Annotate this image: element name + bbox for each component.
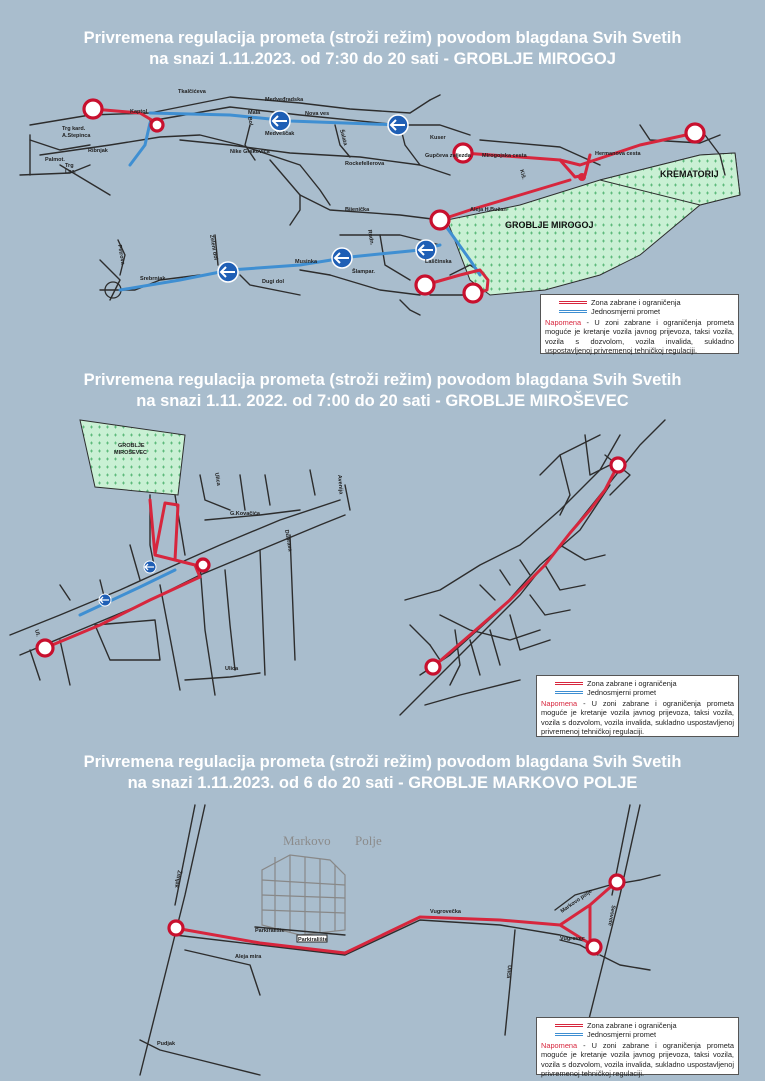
legend-oneway-label: Jednosmjerni promet xyxy=(587,1029,657,1039)
oneway-sign-icon xyxy=(270,111,290,131)
legend-note xyxy=(545,318,734,356)
cemetery-area xyxy=(80,420,185,495)
legend-note-label: Napomena xyxy=(541,699,578,708)
label-palmot: Palmot. xyxy=(45,157,65,163)
label-groblje: GROBLJE xyxy=(118,443,145,449)
closure-point xyxy=(610,875,624,889)
title-line-2: na snazi 1.11. 2022. od 7:00 do 20 sati - GROBLJE MIROŠEVEC xyxy=(136,392,629,410)
zone-swatch-icon xyxy=(555,682,583,685)
label-s-rest: Ulica xyxy=(504,964,512,979)
label-aleja: Aleja H.Bužan xyxy=(470,207,507,213)
label-kuser: Kuser xyxy=(430,135,446,141)
zone-route-1 xyxy=(45,577,200,648)
label-mirosevec: MIROŠEVEC xyxy=(114,450,148,456)
title-line-2: na snazi 1.11.2023. od 6 do 20 sati - GROBLJE MARKOVO POLJE xyxy=(127,774,638,792)
legend-note-label: Napomena xyxy=(541,1041,578,1050)
closure-point xyxy=(426,660,440,674)
label-polje: Polje xyxy=(355,833,382,848)
title-line-1: Privremena regulacija prometa (stroži režim) povodom blagdana Svih Svetih xyxy=(83,753,682,771)
oneway-swatch-icon xyxy=(555,1033,583,1036)
legend-note-text: - U zoni zabrane i ograničenja prometa moguće je kretanje vozila javnog prijevoza, taksi vozila, vozila s dozvolom, vozila invalida, sukladno uspostavljenoj privremenoj tehničkoj regulaciji. xyxy=(545,318,734,356)
label-medvescak: Medveščak xyxy=(265,131,295,137)
legend-zone-row xyxy=(545,298,734,307)
legend-oneway-label: Jednosmjerni promet xyxy=(591,306,661,316)
label-kis: Kiš. xyxy=(518,168,527,181)
legend-oneway-row xyxy=(541,688,734,697)
zone-route-2 xyxy=(463,133,695,165)
legend-note-text: - U zoni zabrane i ograničenja prometa moguće je kretanje vozila javnog prijevoza, taksi vozila, vozila s dozvolom, vozila invalida, sukladno uspostavljenoj privremenoj tehničkoj regulaciji. xyxy=(541,699,734,737)
label-laz: Laz. xyxy=(65,169,76,175)
label-rudnjak: Rudn. xyxy=(366,229,375,246)
closure-point xyxy=(416,276,434,294)
label-krematorij: KREMATORIJ xyxy=(660,169,719,179)
oneway-sign-icon xyxy=(218,262,238,282)
label-nova-ves: Nova ves xyxy=(305,111,330,117)
label-s2: G.Kovačića xyxy=(230,511,260,517)
zone-route-right xyxy=(433,465,618,667)
cemetery-area xyxy=(262,855,345,935)
zone-route-2 xyxy=(150,500,178,560)
label-ribnjak: Ribnjak xyxy=(88,148,108,154)
closure-point xyxy=(587,940,601,954)
label-vugrovecka: Vugrovečka xyxy=(430,909,461,915)
label-tkalciceva: Tkalčićeva xyxy=(178,89,206,95)
closure-point xyxy=(169,921,183,935)
legend-oneway-label: Jednosmjerni promet xyxy=(587,687,657,697)
legend-oneway-row xyxy=(545,307,734,316)
closure-point xyxy=(84,100,102,118)
legend-zone-label: Zona zabrane i ograničenja xyxy=(591,297,681,307)
label-petrova: Petrova xyxy=(116,244,126,266)
label-mala: Mala xyxy=(248,110,261,116)
oneway-sign-icon xyxy=(99,594,111,606)
label-s5: Ulica xyxy=(225,666,239,672)
label-stepinca: A.Stepinca xyxy=(62,133,91,139)
label-zelena: Zeleni dol xyxy=(208,234,219,261)
legend-mirogoj xyxy=(540,294,739,354)
label-s1: Ulica xyxy=(213,472,222,487)
label-s4: Avenija xyxy=(336,474,344,495)
section-title-mirogoj xyxy=(0,28,765,70)
label-kaptol: Kaptol xyxy=(130,109,148,115)
label-medvedgradska: Medveđradska xyxy=(265,97,304,103)
oneway-sign-icon xyxy=(144,561,156,573)
oneway-sign-icon xyxy=(388,115,408,135)
label-srebrnjak: Srebrnjak xyxy=(140,276,166,282)
legend-zone-label: Zona zabrane i ograničenja xyxy=(587,1020,677,1030)
label-vugrovec: Vugrovec xyxy=(560,936,585,942)
label-markovo: Markovo xyxy=(283,833,331,848)
oneway-sign-icon xyxy=(416,240,436,260)
legend-note-label: Napomena xyxy=(545,318,582,327)
title-line-1: Privremena regulacija prometa (stroži režim) povodom blagdana Svih Svetih xyxy=(83,371,682,389)
label-s3: Dubrava xyxy=(283,529,293,553)
legend-zone-row xyxy=(541,1021,734,1030)
label-nike: Nike Grskovića xyxy=(230,149,270,155)
label-laszinska: Laščinska xyxy=(425,259,452,265)
label-groblje-mirogoj: GROBLJE MIROGOJ xyxy=(505,220,594,230)
legend-note-text: - U zoni zabrane i ograničenja prometa moguće je kretanje vozila javnog prijevoza, taksi vozila, vozila s dozvolom, vozila invalida, sukladno uspostavljenoj privremenoj tehničkoj regulaciji. xyxy=(541,1041,734,1079)
label-musinka: Musinka xyxy=(295,259,318,265)
zone-point xyxy=(578,173,586,181)
section-title-markovo-polje xyxy=(0,752,765,794)
closure-point xyxy=(431,211,449,229)
label-trg: Trg xyxy=(65,163,74,169)
label-bijenicka: Bijenička xyxy=(345,207,370,213)
label-s7: Ul. xyxy=(33,628,41,638)
closure-point xyxy=(37,640,53,656)
label-zitnjak: Žitnjak xyxy=(172,869,182,889)
label-bol: Bol. xyxy=(246,116,254,128)
oneway-swatch-icon xyxy=(555,691,583,694)
legend-oneway-row xyxy=(541,1030,734,1039)
legend-mirosevec xyxy=(536,675,739,737)
road-network-left xyxy=(10,470,350,695)
label-hermanova: Hermanova cesta xyxy=(595,151,641,157)
label-gupceva: Gupčeva zvijezda xyxy=(425,153,471,159)
legend-zone-label: Zona zabrane i ograničenja xyxy=(587,678,677,688)
label-sesvete: Sesvete xyxy=(606,904,616,927)
label-slampar: Šlampar. xyxy=(352,269,375,275)
title-line-1: Privremena regulacija prometa (stroži režim) povodom blagdana Svih Svetih xyxy=(83,29,682,47)
closure-point xyxy=(151,119,163,131)
legend-zone-row xyxy=(541,679,734,688)
label-rockefellerova: Rockefellerova xyxy=(345,161,385,167)
closure-point xyxy=(686,124,704,142)
label-parkiraliste-2: Parkiralište xyxy=(298,937,328,943)
oneway-swatch-icon xyxy=(559,310,587,313)
label-pudjak: Pudjak xyxy=(157,1041,176,1047)
oneway-sign-icon xyxy=(332,248,352,268)
oneway-route-2 xyxy=(130,123,150,165)
closure-point xyxy=(464,284,482,302)
closure-point xyxy=(197,559,209,571)
legend-markovo-polje xyxy=(536,1017,739,1079)
label-dugi-dol: Dugi dol xyxy=(262,279,284,285)
closure-point xyxy=(611,458,625,472)
title-line-2: na snazi 1.11.2023. od 7:30 do 20 sati - GROBLJE MIROGOJ xyxy=(149,50,616,68)
section-title-mirosevec xyxy=(0,370,765,412)
label-mirogojska: Mirogojska cesta xyxy=(482,153,527,159)
label-aleja-mira: Aleja mira xyxy=(235,954,262,960)
label-markovo-polje-st: Markovo polje xyxy=(559,888,594,915)
label-parkiraliste: Parkiralište xyxy=(255,928,285,934)
legend-note xyxy=(541,699,734,737)
zone-swatch-icon xyxy=(555,1024,583,1027)
label-salata: Šalata xyxy=(338,128,349,147)
zone-swatch-icon xyxy=(559,301,587,304)
legend-note xyxy=(541,1041,734,1079)
label-trg-kard: Trg kard. xyxy=(62,126,86,132)
